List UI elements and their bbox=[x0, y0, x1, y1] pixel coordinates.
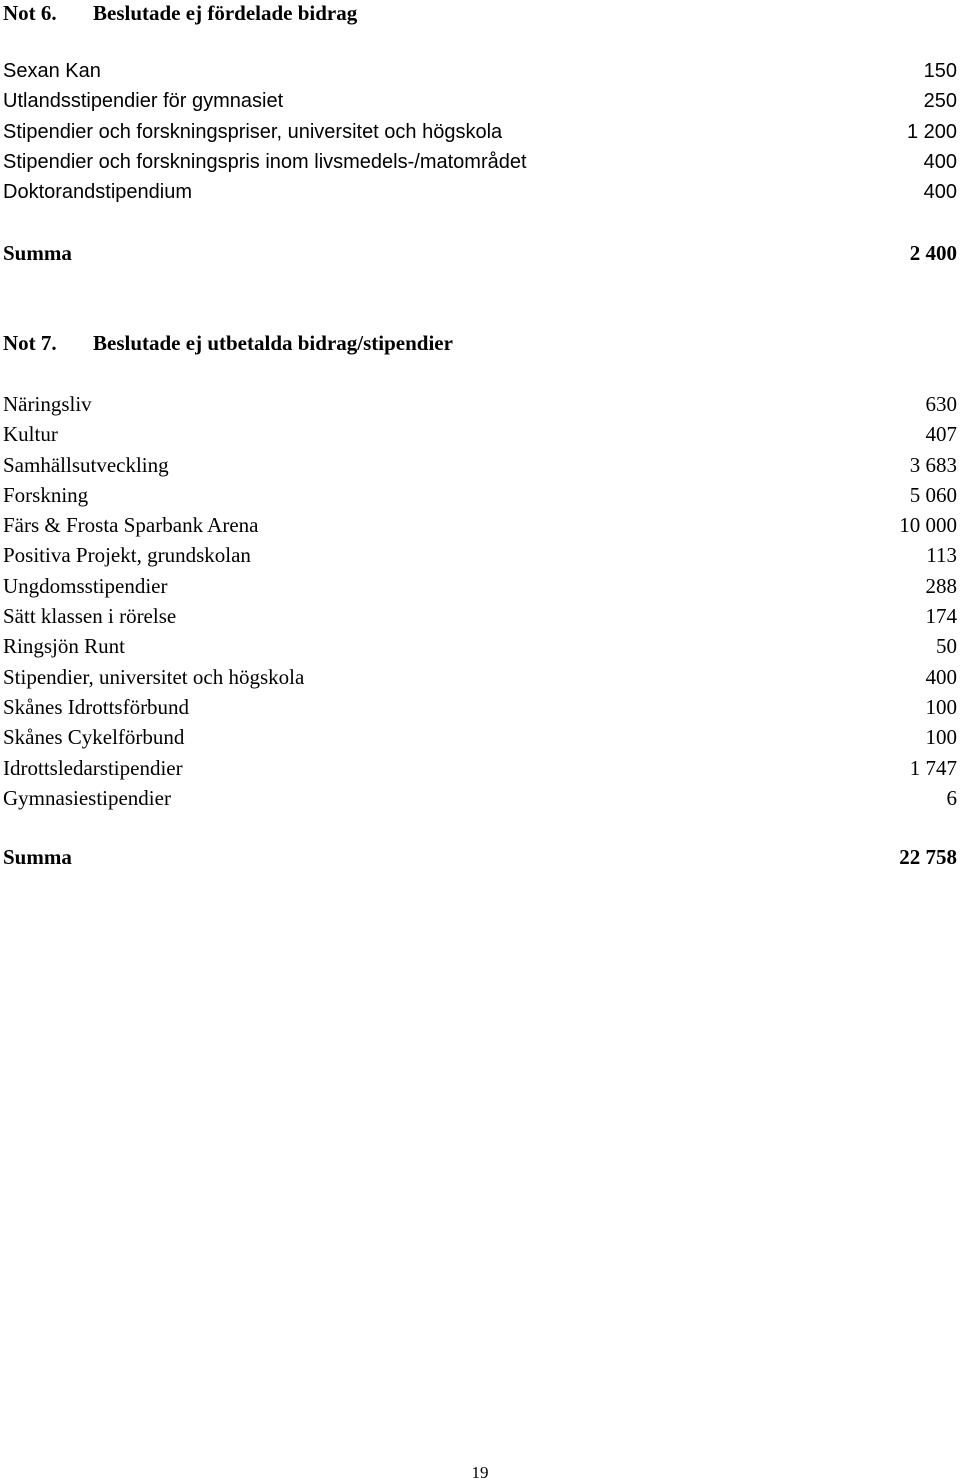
row-label: Utlandsstipendier för gymnasiet bbox=[3, 90, 284, 113]
table-row bbox=[3, 692, 957, 722]
row-value: 1 747 bbox=[909, 755, 957, 780]
row-label: Sexan Kan bbox=[3, 60, 101, 82]
row-value: 630 bbox=[925, 392, 957, 416]
row-value: 407 bbox=[925, 422, 957, 447]
table-row bbox=[3, 56, 957, 86]
row-label: Samhällsutveckling bbox=[3, 452, 169, 477]
row-label: Stipendier, universitet och högskola bbox=[3, 664, 305, 689]
row-label: Stipendier och forskningspris inom livsmedels-/matområdet bbox=[3, 150, 527, 173]
row-label: Skånes Idrottsförbund bbox=[3, 694, 190, 719]
page-number: 19 bbox=[471, 1463, 489, 1482]
table-row bbox=[3, 722, 957, 752]
row-value: 400 bbox=[923, 150, 957, 173]
row-value: 1 200 bbox=[906, 120, 957, 143]
table-row bbox=[3, 117, 957, 147]
table-row bbox=[3, 480, 957, 510]
note-6-table bbox=[3, 56, 957, 207]
row-label: Sätt klassen i rörelse bbox=[3, 604, 177, 629]
total-label: Summa bbox=[3, 241, 72, 265]
row-value: 150 bbox=[923, 60, 957, 82]
note-7-heading bbox=[3, 330, 957, 356]
total-label: Summa bbox=[3, 845, 72, 869]
table-row bbox=[3, 177, 957, 207]
row-value: 3 683 bbox=[909, 452, 957, 477]
row-label: Kultur bbox=[3, 422, 58, 447]
total-value: 22 758 bbox=[899, 845, 957, 869]
table-row bbox=[3, 571, 957, 601]
table-row bbox=[3, 450, 957, 480]
table-row bbox=[3, 662, 957, 692]
row-label: Ringsjön Runt bbox=[3, 634, 125, 659]
total-value: 2 400 bbox=[909, 241, 957, 265]
table-row bbox=[3, 389, 957, 419]
note-7-number: Not 7. bbox=[3, 331, 57, 355]
row-label: Färs & Frosta Sparbank Arena bbox=[3, 513, 259, 538]
note-7-table bbox=[3, 389, 957, 813]
row-value: 288 bbox=[925, 573, 957, 598]
row-value: 400 bbox=[923, 181, 957, 204]
row-label: Forskning bbox=[3, 482, 89, 507]
table-row bbox=[3, 601, 957, 631]
row-label: Doktorandstipendium bbox=[3, 181, 192, 204]
note-7-total bbox=[3, 843, 957, 871]
row-value: 50 bbox=[936, 634, 957, 659]
row-value: 6 bbox=[946, 785, 957, 810]
row-value: 113 bbox=[926, 543, 957, 568]
row-value: 100 bbox=[925, 725, 957, 750]
row-value: 174 bbox=[925, 604, 957, 629]
row-value: 10 000 bbox=[899, 513, 957, 538]
table-row bbox=[3, 753, 957, 783]
row-label: Gymnasiestipendier bbox=[3, 785, 171, 810]
table-row bbox=[3, 147, 957, 177]
row-value: 5 060 bbox=[909, 482, 957, 507]
row-value: 100 bbox=[925, 694, 957, 719]
row-value: 250 bbox=[923, 90, 957, 113]
table-row bbox=[3, 510, 957, 540]
row-label: Skånes Cykelförbund bbox=[3, 725, 185, 750]
row-label: Idrottsledarstipendier bbox=[3, 755, 183, 780]
table-row bbox=[3, 86, 957, 116]
note-6-title: Beslutade ej fördelade bidrag bbox=[93, 1, 358, 25]
row-label: Näringsliv bbox=[3, 392, 92, 416]
table-row bbox=[3, 631, 957, 661]
table-row bbox=[3, 419, 957, 449]
row-label: Stipendier och forskningspriser, universitet och högskola bbox=[3, 120, 503, 143]
note-6-number: Not 6. bbox=[3, 1, 57, 25]
row-label: Ungdomsstipendier bbox=[3, 573, 168, 598]
table-row bbox=[3, 540, 957, 570]
note-6-heading bbox=[3, 0, 957, 26]
note-7-title: Beslutade ej utbetalda bidrag/stipendier bbox=[93, 331, 453, 355]
row-label: Positiva Projekt, grundskolan bbox=[3, 543, 251, 568]
table-row bbox=[3, 783, 957, 813]
note-6-total bbox=[3, 239, 957, 267]
row-value: 400 bbox=[925, 664, 957, 689]
